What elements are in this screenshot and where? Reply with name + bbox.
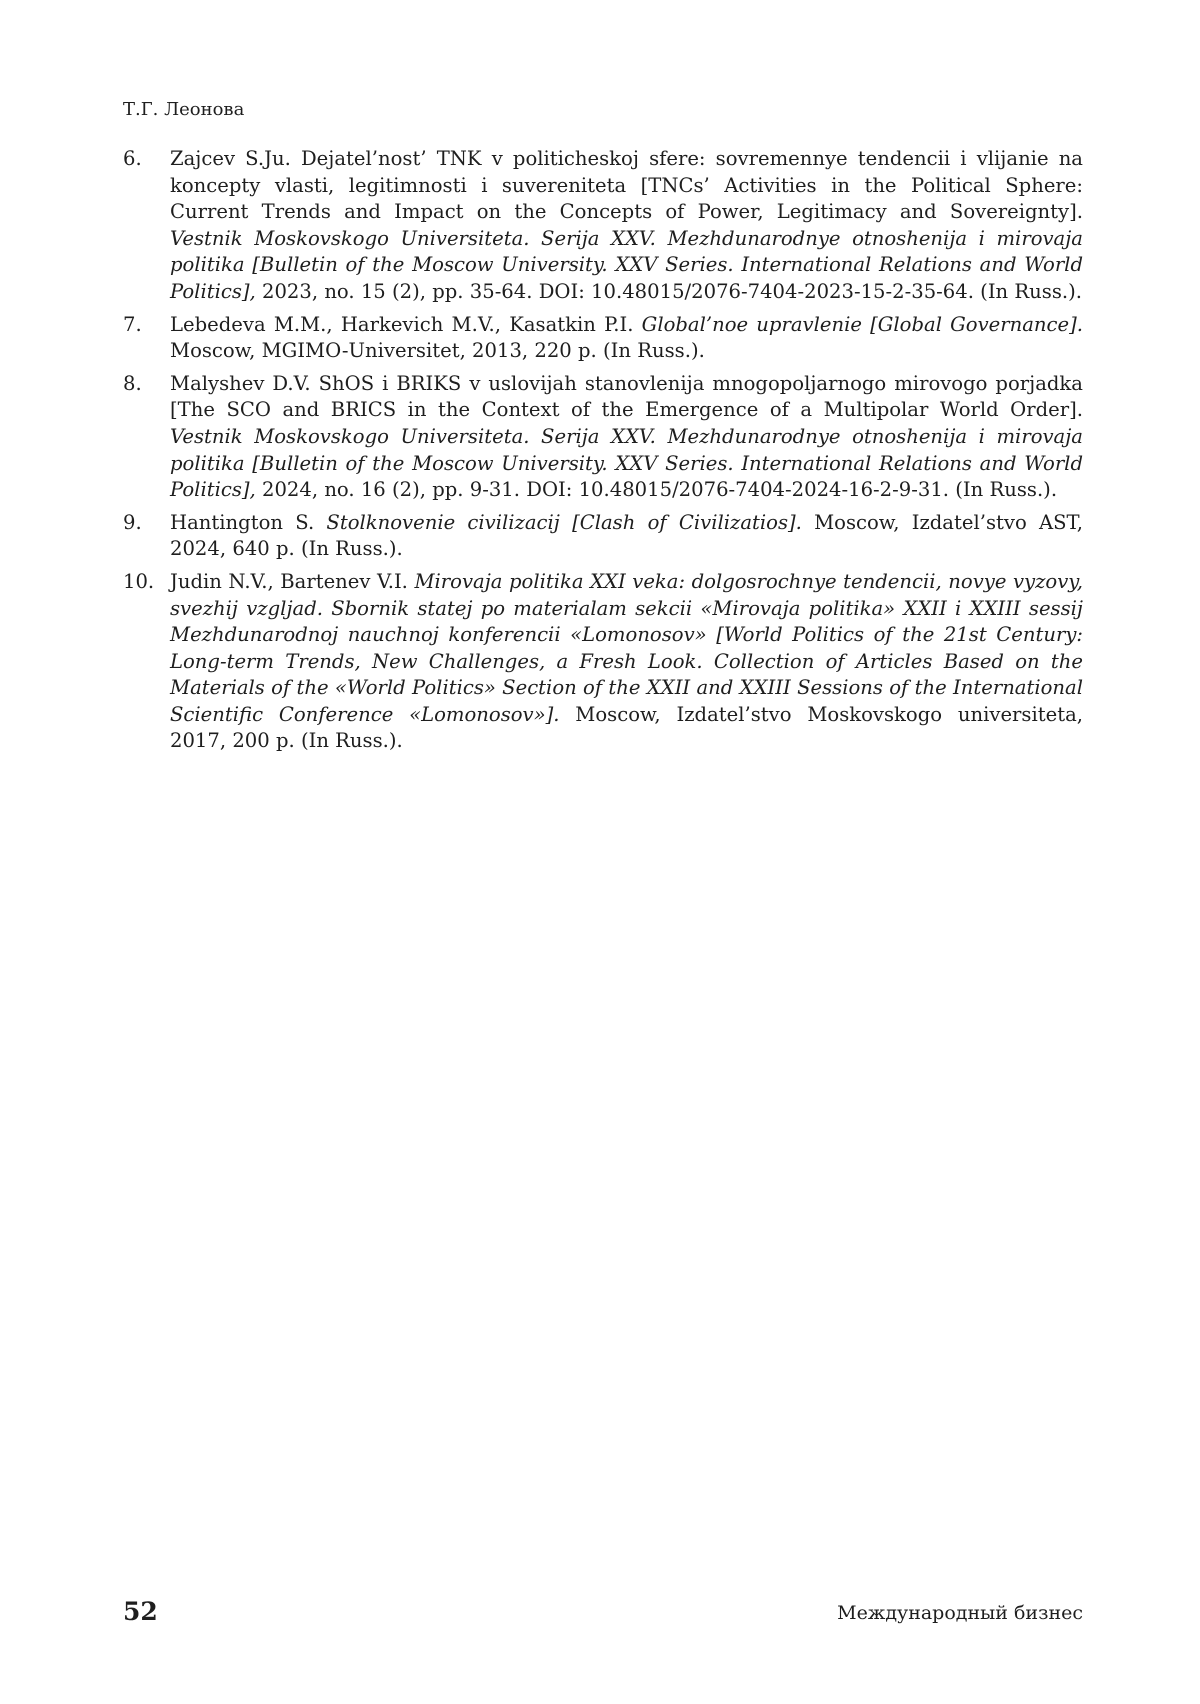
reference-source-italic: Stolknovenie civilizacij [Clash of Civilizatios]. <box>326 510 802 534</box>
reference-source-italic: Vestnik Moskovskogo Universiteta. Serija XXV. Mezhdunarodnye otnoshenija i mirovaja politika [Bulletin of the Moscow University. XXV Series. International Relations and World Politics], <box>170 226 1083 303</box>
reference-text-part: Zajcev S.Ju. Dejatel’nost’ TNK v politicheskoj sfere: sovremennye tendencii i vlijanie na koncepty vlasti, legitimnosti i suvereniteta [TNCs’ Activities in the Political Sphere: Current Trends and Impact on the Concepts of Power, Legitimacy and Sovereignty]. <box>170 147 1083 224</box>
reference-text-part: Malyshev D.V. ShOS i BRIKS v uslovijah stanovlenija mnogopoljarnogo mirovogo porjadka [The SCO and BRICS in the Context of the Emergence of a Multipolar World Order]. <box>170 371 1083 422</box>
reference-text-part: Lebedeva M.M., Harkevich M.V., Kasatkin P.I. <box>170 312 642 336</box>
running-header-author: Т.Г. Леонова <box>123 99 245 120</box>
reference-text-part: Judin N.V., Bartenev V.I. <box>170 569 415 593</box>
reference-text <box>170 510 1083 563</box>
reference-source-italic: Mirovaja politika XXI veka: dolgosrochnye tendencii, novye vyzovy, svezhij vzgljad. Sbornik statej po materialam sekcii «Mirovaja politika» XXII i XXIII sessij Mezhdunarodnoj nauchnoj konferencii «Lomonosov» [World Politics of the 21st Century: Long-term Trends, New Challenges, a Fresh Look. Collection of Articles Based on the Materials of the «World Politics» Section of the XXII and XXIII Sessions of the International Scientific Conference «Lomonosov»]. <box>170 569 1083 726</box>
reference-source-italic: Global’noe upravlenie [Global Governance]. <box>641 312 1083 336</box>
reference-text-part: Moscow, Izdatel’stvo AST, 2024, 640 p. (In Russ.). <box>170 510 1083 561</box>
reference-list <box>123 146 1083 761</box>
reference-text-part: 2023, no. 15 (2), pp. 35-64. DOI: 10.48015/2076-7404-2023-15-2-35-64. (In Russ.). <box>255 279 1082 303</box>
reference-text-part: Moscow, MGIMO-Universitet, 2013, 220 p. (In Russ.). <box>170 339 705 363</box>
reference-number: 6. <box>123 147 142 170</box>
reference-text-part: 2024, no. 16 (2), pp. 9-31. DOI: 10.48015/2076-7404-2024-16-2-9-31. (In Russ.). <box>255 478 1058 502</box>
reference-text-part: Moscow, Izdatel’stvo Moskovskogo universiteta, 2017, 200 p. (In Russ.). <box>170 702 1083 753</box>
reference-text <box>170 371 1083 504</box>
reference-text <box>170 146 1083 306</box>
reference-source-italic: Vestnik Moskovskogo Universiteta. Serija XXV. Mezhdunarodnye otnoshenija i mirovaja politika [Bulletin of the Moscow University. XXV Series. International Relations and World Politics], <box>170 424 1083 502</box>
page-number: 52 <box>123 1597 158 1626</box>
journal-name: Международный бизнес <box>837 1602 1083 1624</box>
reference-number: 9. <box>123 510 142 534</box>
reference-item <box>123 312 1083 365</box>
reference-item <box>123 510 1083 563</box>
reference-text <box>170 569 1083 755</box>
reference-item <box>123 569 1083 755</box>
reference-item <box>123 371 1083 504</box>
reference-number: 8. <box>123 371 142 395</box>
reference-number: 10. <box>123 569 155 593</box>
reference-text <box>170 312 1083 365</box>
reference-number: 7. <box>123 312 142 336</box>
reference-text-part: Hantington S. <box>170 510 327 534</box>
reference-item <box>123 146 1083 306</box>
